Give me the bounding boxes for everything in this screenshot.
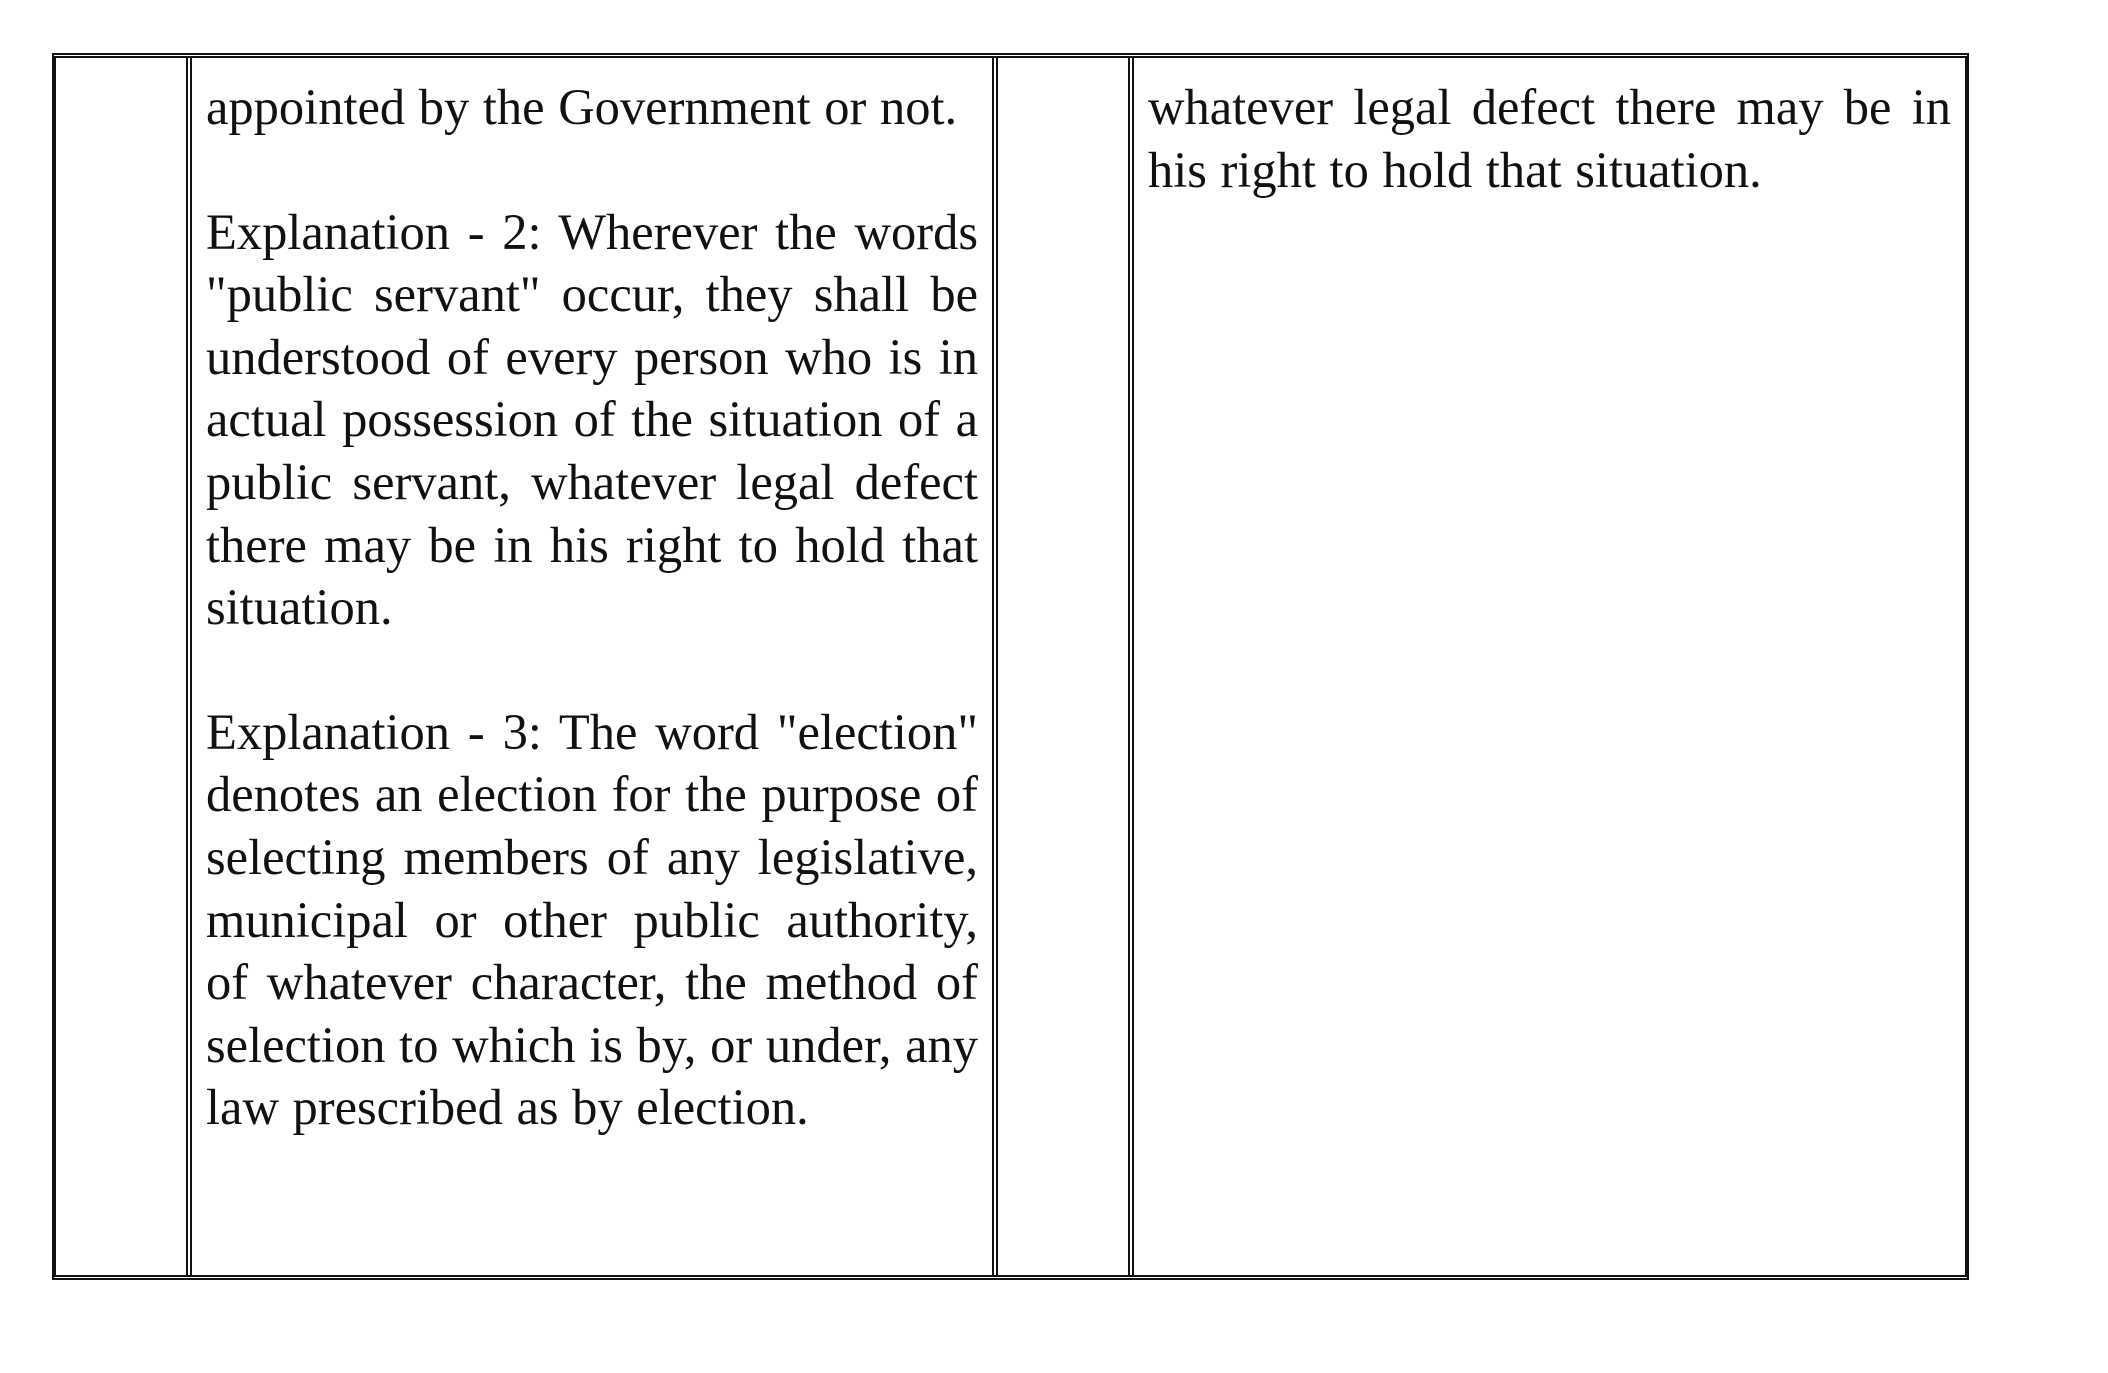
paragraph-explanation-2: Explanation - 2: Wherever the words "public servant" occur, they shall be understood of every person who is in actual possession of the situation of a public servant, whatever legal defect there may be in his right to hold that situation. — [206, 203, 978, 636]
comparison-text-cell — [1128, 58, 1965, 1275]
paragraph-continuation-right: whatever legal defect there may be in his right to hold that situation. — [1148, 79, 1951, 198]
section-text-cell — [186, 58, 992, 1275]
paragraph-continuation: appointed by the Government or not. — [206, 79, 958, 135]
legal-text-table — [52, 53, 1969, 1280]
comparison-number-cell — [992, 58, 1128, 1275]
comparison-text — [1134, 58, 1965, 201]
section-number-cell — [56, 58, 186, 1275]
section-text — [192, 58, 992, 1139]
table-row — [56, 58, 1965, 1275]
paragraph-explanation-3: Explanation - 3: The word "election" denotes an election for the purpose of selecting members of any legislative, municipal or other public authority, of whatever character, the method of selection to which is by, or under, any law prescribed as by election. — [206, 703, 978, 1136]
